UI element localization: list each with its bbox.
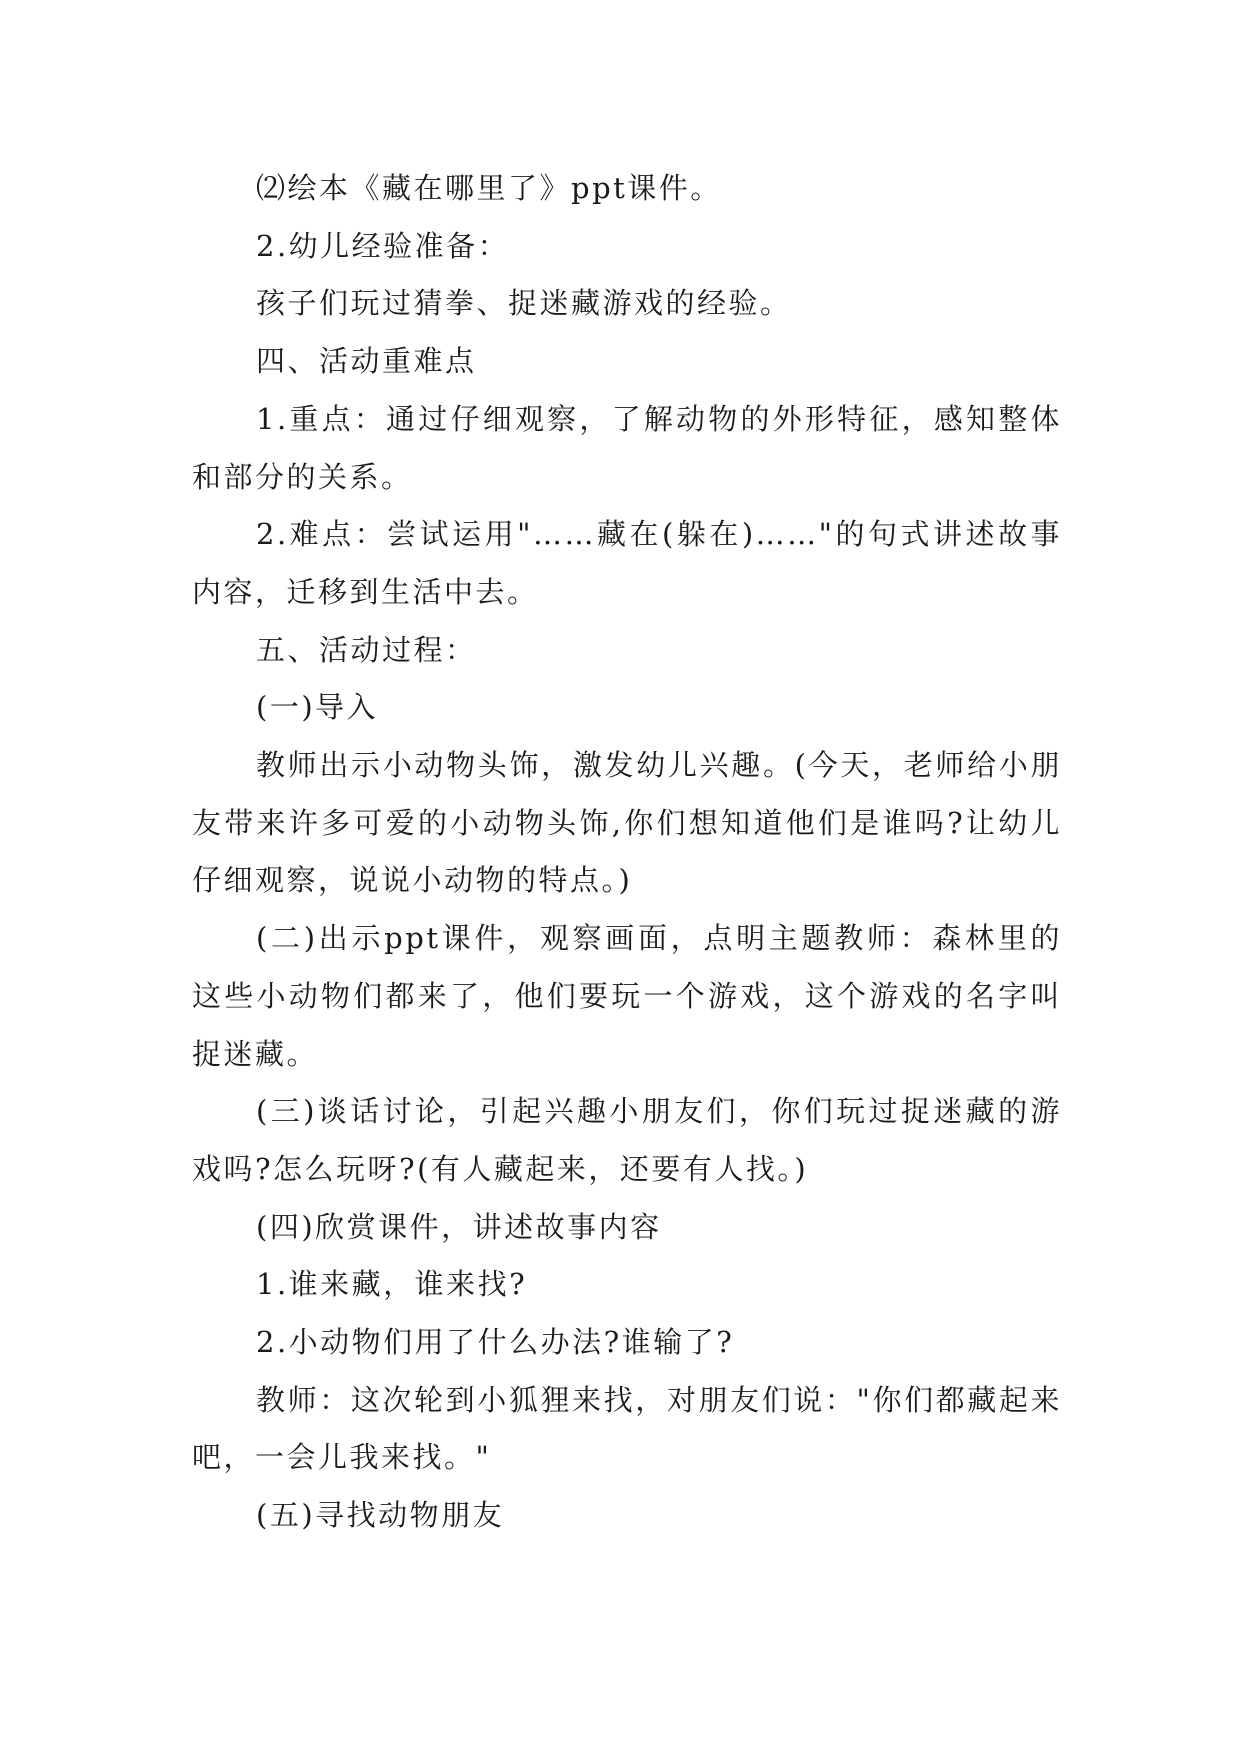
section-heading-process: 五、活动过程：: [256, 632, 477, 667]
step-heading-intro: (一)导入: [256, 690, 379, 725]
section-heading-key-points: 四、活动重难点: [256, 344, 477, 379]
paragraph-step-three: (三)谈话讨论，引起兴趣小朋友们，你们玩过捉迷藏的游戏吗?怎么玩呀?(有人藏起来，还要有人找。): [192, 1094, 1062, 1186]
paragraph-key-point: 1.重点：通过仔细观察，了解动物的外形特征，感知整体和部分的关系。: [192, 401, 1062, 494]
paragraph-experience-heading: 2.幼儿经验准备：: [256, 228, 510, 263]
step-heading-five: (五)寻找动物朋友: [256, 1498, 505, 1533]
document-body: [192, 160, 1062, 1545]
paragraph-materials-ppt: ⑵绘本《藏在哪里了》ppt课件。: [256, 171, 722, 205]
paragraph-step-two: (二)出示ppt课件，观察画面，点明主题教师：森林里的这些小动物们都来了，他们要玩一个游戏，这个游戏的名字叫捉迷藏。: [192, 921, 1062, 1071]
paragraph-teacher-fox: 教师：这次轮到小狐狸来找，对朋友们说："你们都藏起来吧，一会儿我来找。": [192, 1382, 1062, 1475]
paragraph-difficult-point: 2.难点：尝试运用"……藏在(躲在)……"的句式讲述故事内容，迁移到生活中去。: [192, 517, 1062, 609]
paragraph-experience-text: 孩子们玩过猜拳、捉迷藏游戏的经验。: [256, 286, 792, 321]
paragraph-question-one: 1.谁来藏，谁来找?: [256, 1267, 528, 1302]
step-heading-four: (四)欣赏课件，讲述故事内容: [256, 1209, 662, 1244]
paragraph-intro-text: 教师出示小动物头饰，激发幼儿兴趣。(今天，老师给小朋友带来许多可爱的小动物头饰,你们想知道他们是谁吗?让幼儿仔细观察，说说小动物的特点。): [192, 748, 1062, 898]
paragraph-question-two: 2.小动物们用了什么办法?谁输了?: [256, 1325, 735, 1360]
